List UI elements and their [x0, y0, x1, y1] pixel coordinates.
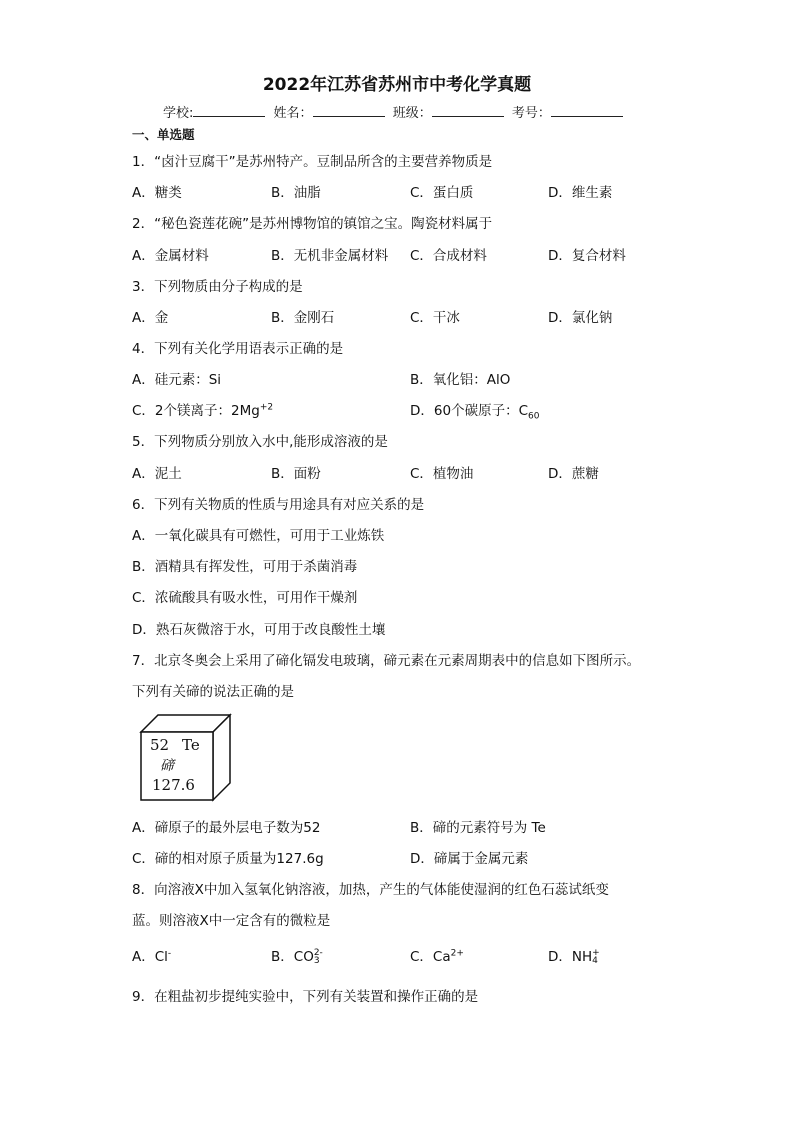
q3-option-b: B．金刚石	[271, 310, 335, 326]
q8-option-c-text: C．Ca	[410, 949, 451, 965]
q4-option-a: A．硅元素：Si	[132, 372, 222, 388]
q8-option-a	[132, 945, 171, 965]
question-6-stem: 6．下列有关物质的性质与用途具有对应关系的是	[132, 497, 425, 513]
question-8-stem-line2: 蓝。则溶液X中一定含有的微粒是	[132, 913, 331, 929]
question-1-stem: 1．“卤汁豆腐干”是苏州特产。豆制品所含的主要营养物质是	[132, 154, 493, 170]
question-7-stem: 7．北京冬奥会上采用了碲化镉发电玻璃，碲元素在元素周期表中的信息如下图所示。	[132, 653, 641, 669]
q3-option-a: A．金	[132, 310, 169, 326]
q8-option-d-subscript: 4	[592, 956, 598, 966]
school-blank[interactable]	[193, 104, 265, 117]
q3-option-d: D．氯化钠	[548, 310, 613, 326]
q6-option-c: C．浓硫酸具有吸水性，可用作干燥剂	[132, 590, 358, 606]
q5-option-a: A．泥土	[132, 466, 182, 482]
q8-option-c	[410, 945, 464, 965]
element-name: 碲	[160, 758, 174, 774]
question-4-stem: 4．下列有关化学用语表示正确的是	[132, 341, 344, 357]
school-label: 学校:	[163, 106, 194, 121]
question-5-stem: 5．下列物质分别放入水中,能形成溶液的是	[132, 434, 388, 450]
q4-option-d	[410, 399, 539, 422]
q8-option-a-text: A．Cl	[132, 949, 168, 965]
q6-option-d: D．熟石灰微溶于水，可用于改良酸性土壤	[132, 622, 386, 638]
q7-option-b: B．碲的元素符号为 Te	[410, 820, 546, 836]
q1-option-b: B．油脂	[271, 185, 321, 201]
q8-option-b	[271, 945, 323, 965]
q8-option-b-text: B．CO	[271, 949, 314, 965]
question-2-stem: 2．“秘色瓷莲花碗”是苏州博物馆的镇馆之宝。陶瓷材料属于	[132, 216, 493, 232]
q8-option-b-charge: 2-	[313, 948, 323, 958]
q8-option-d	[548, 945, 600, 965]
element-atomic-number: 52	[150, 736, 170, 754]
q8-option-b-subscript: 3	[313, 956, 320, 966]
q1-option-c: C．蛋白质	[410, 185, 474, 201]
question-9-stem: 9．在粗盐初步提纯实验中，下列有关装置和操作正确的是	[132, 989, 479, 1005]
element-atomic-mass: 127.6	[152, 776, 195, 794]
question-7-stem-line2: 下列有关碲的说法正确的是	[132, 684, 294, 700]
exam-no-label: 考号：	[511, 106, 551, 121]
q4-option-c-charge: +2	[259, 402, 274, 413]
class-blank[interactable]	[432, 104, 504, 117]
q5-option-c: C．植物油	[410, 466, 474, 482]
q4-option-c	[132, 399, 273, 419]
q2-option-a: A．金属材料	[132, 248, 209, 264]
q6-option-a: A．一氧化碳具有可燃性，可用于工业炼铁	[132, 528, 385, 544]
question-3-stem: 3．下列物质由分子构成的是	[132, 279, 303, 295]
exam-no-blank[interactable]	[551, 104, 623, 117]
q8-option-c-charge: 2+	[450, 948, 464, 959]
q4-option-d-text: D．60个碳原子：C	[410, 403, 528, 419]
question-8-stem: 8．向溶液X中加入氢氧化钠溶液，加热，产生的气体能使湿润的红色石蕊试纸变	[132, 882, 609, 898]
q5-option-d: D．蔗糖	[548, 466, 599, 482]
q8-option-d-charge: +	[592, 948, 600, 958]
class-label: 班级：	[392, 106, 432, 121]
name-label: 姓名：	[273, 106, 313, 121]
q4-option-c-text: C．2个镁离子：2Mg	[132, 403, 260, 419]
q5-option-b: B．面粉	[271, 466, 321, 482]
q6-option-b: B．酒精具有挥发性，可用于杀菌消毒	[132, 559, 358, 575]
q7-option-c: C．碲的相对原子质量为127.6g	[132, 851, 324, 867]
q4-option-b: B．氧化铝：AlO	[410, 372, 511, 388]
q7-option-a: A．碲原子的最外层电子数为52	[132, 820, 321, 836]
element-symbol: Te	[182, 736, 200, 754]
q1-option-d: D．维生素	[548, 185, 613, 201]
page-title: 2022年江苏省苏州市中考化学真题	[262, 75, 532, 95]
q4-option-d-subscript: 60	[528, 411, 540, 422]
student-info-line	[163, 102, 625, 121]
q2-option-d: D．复合材料	[548, 248, 626, 264]
q3-option-c: C．干冰	[410, 310, 460, 326]
section-heading: 一、单选题	[132, 127, 195, 142]
name-blank[interactable]	[313, 104, 385, 117]
q2-option-c: C．合成材料	[410, 248, 487, 264]
q8-option-d-text: D．NH	[548, 949, 593, 965]
q1-option-a: A．糖类	[132, 185, 182, 201]
q2-option-b: B．无机非金属材料	[271, 248, 389, 264]
q8-option-a-charge: -	[167, 948, 172, 959]
q7-option-d: D．碲属于金属元素	[410, 851, 529, 867]
element-tile	[138, 712, 233, 802]
